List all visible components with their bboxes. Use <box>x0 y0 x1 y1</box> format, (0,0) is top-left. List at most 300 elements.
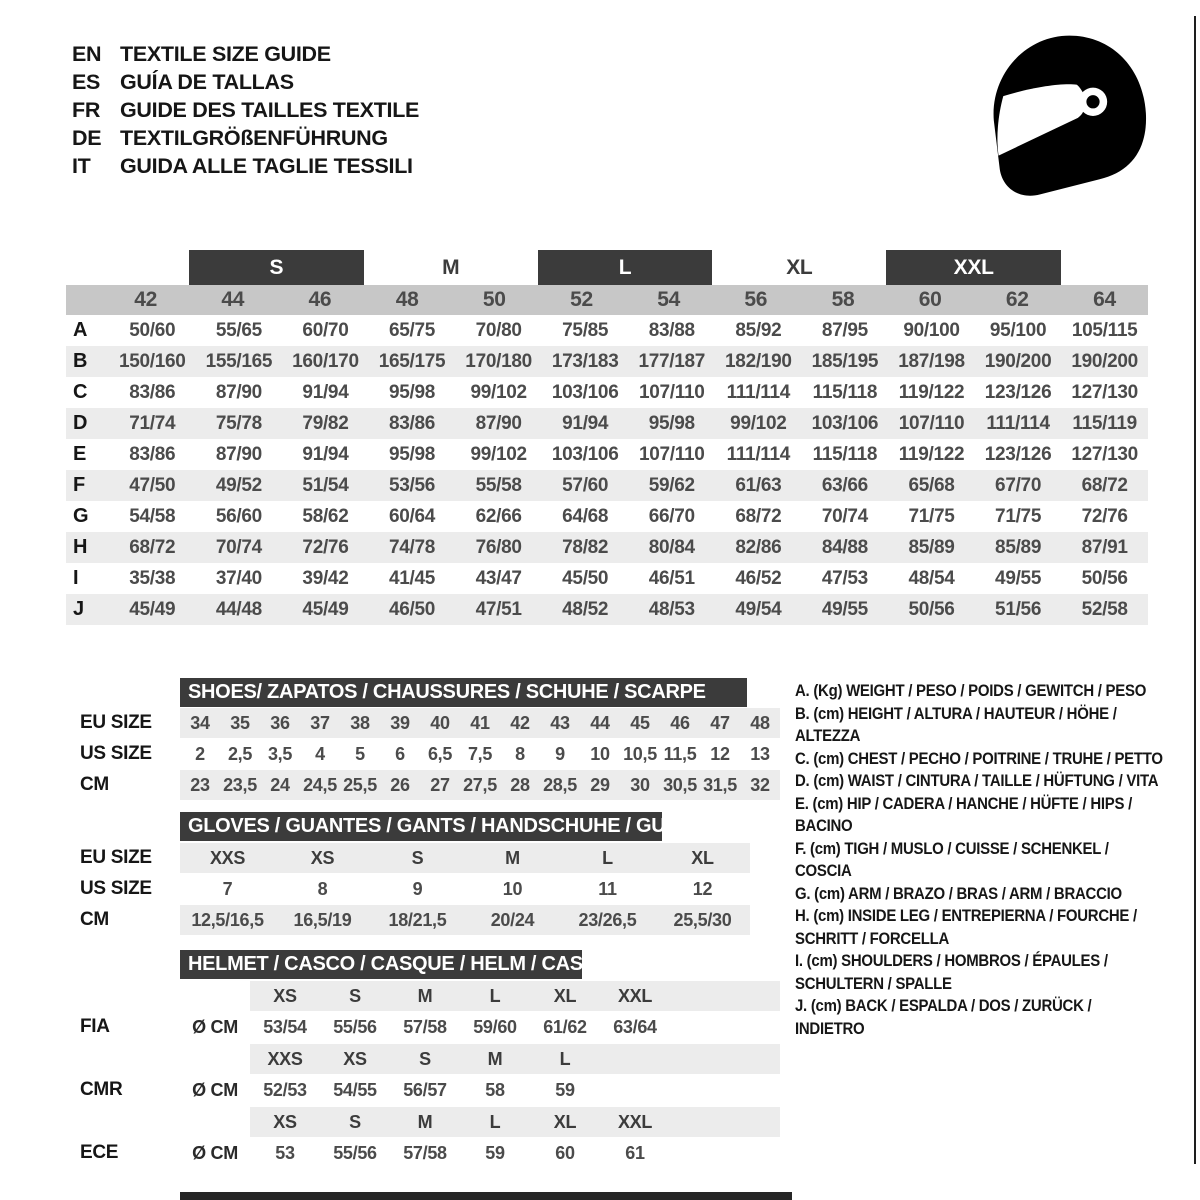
size-value: 50/56 <box>908 598 955 620</box>
table-cell: S <box>349 985 361 1006</box>
helmet-cmr-row <box>180 1075 780 1105</box>
table-cell: 23 <box>190 774 210 795</box>
table-cell: 20/24 <box>490 909 535 930</box>
size-value: 182/190 <box>725 350 792 372</box>
size-value: 58/62 <box>302 505 349 527</box>
language-code: FR <box>72 97 101 122</box>
table-cell: 28,5 <box>543 774 577 795</box>
size-value: 60/64 <box>389 505 436 527</box>
size-value: 57/60 <box>562 474 609 496</box>
size-value: 68/72 <box>735 505 782 527</box>
size-row-c <box>66 377 1148 408</box>
size-value: 76/80 <box>475 536 522 558</box>
table-cell: 2 <box>195 743 205 764</box>
size-value: 111/114 <box>726 381 791 403</box>
group-gap <box>102 250 189 285</box>
size-value: 160/170 <box>292 350 359 372</box>
row-letter: F <box>73 474 85 496</box>
size-row-f <box>66 470 1148 501</box>
table-cell: 2,5 <box>227 743 253 764</box>
table-cell: XS <box>343 1048 367 1069</box>
table-cell: L <box>559 1048 571 1069</box>
row-letter: E <box>73 443 87 465</box>
size-row-i <box>66 563 1148 594</box>
size-value: 150/160 <box>118 350 186 372</box>
legend-item: F. (cm) TIGH / MUSLO / CUISSE / SCHENKEL / COSCIA <box>795 838 1109 880</box>
size-value: 115/119 <box>1072 412 1137 434</box>
size-value: 103/106 <box>811 412 879 434</box>
table-cell: 5 <box>355 743 365 764</box>
size-value: 45/49 <box>129 598 176 620</box>
table-cell: 9 <box>555 743 565 764</box>
bottom-crop-bar <box>180 1192 792 1200</box>
size-value: 99/102 <box>730 412 787 434</box>
shoes-cm-label: CM <box>80 774 109 795</box>
table-cell: 59/60 <box>473 1016 517 1037</box>
size-value: 107/110 <box>898 412 965 434</box>
table-cell: 48 <box>750 712 770 733</box>
language-row-fr <box>72 96 419 124</box>
table-cell: 23/26,5 <box>578 909 637 930</box>
language-code: IT <box>72 153 91 178</box>
gloves-cm-label: CM <box>80 909 109 930</box>
size-value: 84/88 <box>821 536 868 558</box>
language-row-en <box>72 40 419 68</box>
size-value: 48/54 <box>908 567 955 589</box>
size-value: 155/165 <box>205 350 273 372</box>
size-number: 56 <box>744 288 768 311</box>
size-value: 82/86 <box>735 536 782 558</box>
table-cell: 31,5 <box>703 774 737 795</box>
size-value: 75/78 <box>215 412 262 434</box>
size-value: 67/70 <box>995 474 1042 496</box>
table-cell: S <box>411 847 424 868</box>
table-cell: S <box>419 1048 431 1069</box>
size-number: 62 <box>1005 288 1029 311</box>
size-value: 59/62 <box>648 474 695 496</box>
legend-item: G. (cm) ARM / BRAZO / BRAS / ARM / BRACCIO <box>795 883 1122 903</box>
table-cell: 7 <box>222 878 233 899</box>
size-value: 99/102 <box>470 381 527 403</box>
table-cell: 47 <box>710 712 730 733</box>
table-cell: 60 <box>555 1142 575 1163</box>
racing-helmet-icon <box>975 30 1160 200</box>
gloves-cm-row <box>180 905 750 935</box>
table-cell: 18/21,5 <box>388 909 447 930</box>
table-cell: 29 <box>590 774 610 795</box>
helmet-fia-label: FIA <box>80 1016 110 1037</box>
size-value: 173/183 <box>551 350 619 372</box>
table-cell: XS <box>310 847 335 868</box>
size-value: 56/60 <box>215 505 262 527</box>
table-cell: M <box>417 1111 433 1132</box>
table-cell: S <box>349 1111 361 1132</box>
size-value: 53/56 <box>389 474 436 496</box>
size-value: 48/52 <box>562 598 609 620</box>
gloves-us-row <box>180 874 750 904</box>
helmet-glyph <box>975 30 1160 200</box>
table-cell: 6,5 <box>427 743 453 764</box>
table-cell: 25,5 <box>343 774 377 795</box>
table-cell: 59 <box>555 1079 575 1100</box>
size-value: 51/54 <box>302 474 349 496</box>
size-value: 64/68 <box>562 505 609 527</box>
table-cell: 11,5 <box>663 743 697 764</box>
size-value: 87/91 <box>1081 536 1128 558</box>
table-cell: 30,5 <box>663 774 697 795</box>
language-row-de <box>72 124 419 152</box>
table-cell: 8 <box>515 743 525 764</box>
size-value: 50/60 <box>129 319 176 341</box>
shoes-title-bar: SHOES/ ZAPATOS / CHAUSSURES / SCHUHE / SCARPE <box>180 678 747 707</box>
size-value: 63/66 <box>821 474 868 496</box>
table-cell: 57/58 <box>403 1142 447 1163</box>
size-value: 75/85 <box>562 319 609 341</box>
legend-item: C. (cm) CHEST / PECHO / POITRINE / TRUHE / PETTO <box>795 748 1163 768</box>
table-cell: 58 <box>485 1079 505 1100</box>
table-cell: XXS <box>267 1048 303 1069</box>
table-cell: 26 <box>390 774 410 795</box>
fia-diameter-unit: Ø CM <box>192 1016 238 1037</box>
size-value: 177/187 <box>638 350 706 372</box>
size-value: 55/65 <box>215 319 262 341</box>
table-cell: 10 <box>590 743 610 764</box>
size-value: 45/49 <box>302 598 349 620</box>
size-value: 103/106 <box>551 381 619 403</box>
gloves-eu-row <box>180 843 750 873</box>
table-cell: XS <box>273 985 297 1006</box>
language-list <box>72 40 419 180</box>
size-value: 127/130 <box>1071 443 1138 465</box>
table-cell: 55/56 <box>333 1016 377 1037</box>
language-label: GUIDE DES TAILLES TEXTILE <box>120 97 420 122</box>
helmet-ece-label: ECE <box>80 1142 119 1163</box>
size-value: 165/175 <box>378 350 446 372</box>
table-cell: 38 <box>350 712 370 733</box>
table-cell: 27,5 <box>463 774 497 795</box>
table-cell: 40 <box>430 712 450 733</box>
legend-item: J. (cm) BACK / ESPALDA / DOS / ZURÜCK / INDIETRO <box>795 996 1092 1038</box>
table-cell: XL <box>553 985 577 1006</box>
table-cell: 12 <box>710 743 730 764</box>
size-row-e <box>66 439 1148 470</box>
legend-item: H. (cm) INSIDE LEG / ENTREPIERNA / FOURCHE / SCHRITT / FORCELLA <box>795 906 1137 948</box>
size-value: 37/40 <box>215 567 262 589</box>
table-cell: 56/57 <box>403 1079 447 1100</box>
size-value: 66/70 <box>648 505 695 527</box>
table-cell: XXS <box>209 847 246 868</box>
legend-item: I. (cm) SHOULDERS / HOMBROS / ÉPAULES / SCHULTERN / SPALLE <box>795 951 1108 993</box>
size-value: 46/51 <box>648 567 695 589</box>
size-value: 52/58 <box>1081 598 1128 620</box>
size-number: 52 <box>570 288 593 311</box>
language-code: EN <box>72 41 102 66</box>
size-value: 70/74 <box>821 505 868 527</box>
size-group-row <box>66 250 1148 285</box>
size-value: 83/86 <box>129 443 176 465</box>
helmet-cmr-sizes-row <box>250 1044 780 1074</box>
size-value: 61/63 <box>735 474 782 496</box>
size-value: 85/89 <box>995 536 1042 558</box>
size-value: 49/52 <box>215 474 262 496</box>
size-value: 49/54 <box>735 598 782 620</box>
size-value: 190/200 <box>984 350 1052 372</box>
size-group-m: M <box>442 255 460 279</box>
size-value: 65/75 <box>389 319 436 341</box>
size-value: 119/122 <box>898 443 965 465</box>
table-cell: 16,5/19 <box>293 909 352 930</box>
language-label: TEXTILE SIZE GUIDE <box>120 41 331 66</box>
size-number: 58 <box>831 288 855 311</box>
size-value: 170/180 <box>465 350 532 372</box>
size-value: 44/48 <box>215 598 262 620</box>
size-group-s: S <box>189 250 363 285</box>
size-value: 87/90 <box>215 381 262 403</box>
table-cell: 54/55 <box>333 1079 377 1100</box>
table-cell: 46 <box>670 712 690 733</box>
size-value: 187/198 <box>898 350 965 372</box>
table-cell: 36 <box>270 712 290 733</box>
row-letter: C <box>73 381 88 403</box>
size-value: 41/45 <box>389 567 436 589</box>
size-row-g <box>66 501 1148 532</box>
size-value: 74/78 <box>389 536 436 558</box>
helmet-title-bar: HELMET / CASCO / CASQUE / HELM / CASCO <box>180 950 582 979</box>
size-value: 99/102 <box>470 443 527 465</box>
size-value: 107/110 <box>638 443 705 465</box>
table-cell: 53/54 <box>263 1016 307 1037</box>
size-number: 44 <box>221 288 245 311</box>
shoes-eu-label: EU SIZE <box>80 712 152 733</box>
language-label: GUÍA DE TALLAS <box>120 69 294 94</box>
size-value: 71/75 <box>995 505 1042 527</box>
size-value: 50/56 <box>1081 567 1128 589</box>
cmr-diameter-unit: Ø CM <box>192 1079 238 1100</box>
table-cell: 61/62 <box>543 1016 587 1037</box>
size-value: 72/76 <box>302 536 349 558</box>
table-cell: 25,5/30 <box>673 909 732 930</box>
size-value: 43/47 <box>475 567 522 589</box>
helmet-ece-sizes-row <box>250 1107 780 1137</box>
measurement-legend <box>795 680 1165 1040</box>
textile-size-table <box>66 250 1148 625</box>
size-value: 70/80 <box>475 319 522 341</box>
shoes-cm-row <box>180 770 780 800</box>
size-group-xl: XL <box>786 255 813 279</box>
size-value: 54/58 <box>129 505 176 527</box>
letter-spacer <box>66 250 102 285</box>
size-value: 95/98 <box>389 381 436 403</box>
size-value: 48/53 <box>648 598 695 620</box>
size-value: 87/90 <box>475 412 522 434</box>
gloves-eu-label: EU SIZE <box>80 847 152 868</box>
row-letter: G <box>73 505 89 527</box>
table-cell: M <box>417 985 433 1006</box>
row-letter: D <box>73 412 88 434</box>
size-value: 107/110 <box>638 381 705 403</box>
shoes-eu-row <box>180 708 780 738</box>
row-letter: I <box>73 567 79 589</box>
size-value: 91/94 <box>302 381 349 403</box>
table-cell: 39 <box>390 712 410 733</box>
size-value: 87/95 <box>821 319 868 341</box>
size-value: 51/56 <box>995 598 1042 620</box>
language-code: ES <box>72 69 101 94</box>
table-cell: 37 <box>310 712 330 733</box>
table-cell: M <box>505 847 520 868</box>
table-cell: 30 <box>630 774 650 795</box>
size-value: 85/89 <box>908 536 955 558</box>
size-value: 71/75 <box>908 505 955 527</box>
table-cell: 8 <box>317 878 328 899</box>
table-cell: 57/58 <box>403 1016 447 1037</box>
language-row-it <box>72 152 419 180</box>
table-cell: 28 <box>510 774 530 795</box>
size-value: 80/84 <box>648 536 695 558</box>
size-value: 72/76 <box>1081 505 1128 527</box>
size-value: 87/90 <box>215 443 262 465</box>
size-value: 68/72 <box>129 536 176 558</box>
helmet-cmr-label: CMR <box>80 1079 123 1100</box>
size-value: 95/100 <box>989 319 1047 341</box>
table-cell: 24 <box>270 774 290 795</box>
size-value: 190/200 <box>1071 350 1138 372</box>
table-cell: XL <box>691 847 714 868</box>
size-number: 46 <box>308 288 332 311</box>
size-value: 62/66 <box>475 505 522 527</box>
size-value: 55/58 <box>475 474 522 496</box>
size-value: 79/82 <box>302 412 349 434</box>
size-number: 50 <box>482 288 506 311</box>
size-number: 60 <box>918 288 942 311</box>
row-letter: H <box>73 536 88 558</box>
row-letter: A <box>73 319 88 341</box>
size-value: 90/100 <box>903 319 960 341</box>
size-value: 46/52 <box>735 567 782 589</box>
size-value: 68/72 <box>1081 474 1128 496</box>
table-cell: 32 <box>750 774 770 795</box>
language-label: GUIDA ALLE TAGLIE TESSILI <box>120 153 413 178</box>
table-cell: 27 <box>430 774 450 795</box>
size-value: 83/88 <box>648 319 695 341</box>
table-cell: 61 <box>625 1142 645 1163</box>
size-number: 54 <box>657 288 680 311</box>
size-value: 103/106 <box>551 443 619 465</box>
row-letter: J <box>73 598 84 620</box>
size-number: 48 <box>395 288 419 311</box>
legend-item: D. (cm) WAIST / CINTURA / TAILLE / HÜFTUNG / VITA <box>795 771 1159 790</box>
size-row-a <box>66 315 1148 346</box>
table-cell: 4 <box>315 743 325 764</box>
size-value: 185/195 <box>811 350 879 372</box>
language-label: TEXTILGRÖßENFÜHRUNG <box>120 125 388 150</box>
helmet-fia-sizes-row <box>250 981 780 1011</box>
table-cell: 13 <box>750 743 770 764</box>
size-row-b <box>66 346 1148 377</box>
size-value: 49/55 <box>995 567 1042 589</box>
size-number: 64 <box>1093 288 1116 311</box>
table-cell: L <box>489 985 501 1006</box>
size-value: 127/130 <box>1071 381 1138 403</box>
table-cell: 45 <box>630 712 650 733</box>
legend-item: B. (cm) HEIGHT / ALTURA / HAUTEUR / HÖHE / ALTEZZA <box>795 703 1117 745</box>
table-cell: 35 <box>230 712 250 733</box>
size-value: 35/38 <box>129 567 176 589</box>
table-cell: L <box>602 847 613 868</box>
table-cell: L <box>489 1111 501 1132</box>
size-value: 105/115 <box>1071 319 1138 341</box>
size-value: 83/86 <box>389 412 436 434</box>
size-value: 60/70 <box>302 319 349 341</box>
size-row-h <box>66 532 1148 563</box>
table-cell: 41 <box>470 712 490 733</box>
size-number: 42 <box>134 288 157 311</box>
table-cell: 7,5 <box>467 743 493 764</box>
table-cell: 44 <box>590 712 610 733</box>
shoes-us-row <box>180 739 780 769</box>
size-value: 85/92 <box>735 319 782 341</box>
table-cell: 42 <box>510 712 530 733</box>
size-value: 70/74 <box>215 536 262 558</box>
size-value: 115/118 <box>812 381 878 403</box>
group-gap <box>1061 250 1148 285</box>
size-value: 115/118 <box>812 443 878 465</box>
language-code: DE <box>72 125 102 150</box>
table-cell: 10 <box>502 878 523 899</box>
size-value: 119/122 <box>898 381 965 403</box>
size-value: 47/51 <box>475 598 522 620</box>
gloves-title-bar: GLOVES / GUANTES / GANTS / HANDSCHUHE / GUANTI <box>180 812 662 841</box>
size-value: 65/68 <box>908 474 955 496</box>
size-value: 47/53 <box>821 567 868 589</box>
table-cell: 24,5 <box>303 774 337 795</box>
size-value: 95/98 <box>648 412 695 434</box>
table-cell: 52/53 <box>263 1079 307 1100</box>
helmet-ece-row <box>180 1138 780 1168</box>
language-row-es <box>72 68 419 96</box>
size-value: 91/94 <box>302 443 349 465</box>
table-cell: XS <box>273 1111 297 1132</box>
size-value: 111/114 <box>726 443 791 465</box>
helmet-fia-row <box>180 1012 780 1042</box>
legend-item: A. (Kg) WEIGHT / PESO / POIDS / GEWITCH / PESO <box>795 681 1147 700</box>
table-cell: 12,5/16,5 <box>191 909 264 930</box>
size-number-bar <box>66 285 1148 315</box>
table-cell: 6 <box>395 743 405 764</box>
table-cell: 23,5 <box>223 774 257 795</box>
table-cell: 55/56 <box>333 1142 377 1163</box>
table-cell: 34 <box>190 712 210 733</box>
size-group-xxl: XXL <box>886 250 1060 285</box>
gloves-us-label: US SIZE <box>80 878 152 899</box>
size-value: 46/50 <box>389 598 436 620</box>
table-cell: 3,5 <box>267 743 293 764</box>
right-edge-line <box>1194 16 1196 1164</box>
size-value: 49/55 <box>821 598 868 620</box>
size-value: 95/98 <box>389 443 436 465</box>
size-group-l: L <box>538 250 712 285</box>
legend-item: E. (cm) HIP / CADERA / HANCHE / HÜFTE / HIPS / BACINO <box>795 793 1132 835</box>
table-cell: 43 <box>550 712 570 733</box>
size-value: 123/126 <box>984 443 1052 465</box>
size-table-rows <box>66 315 1148 625</box>
size-value: 91/94 <box>562 412 609 434</box>
size-value: 71/74 <box>129 412 176 434</box>
table-cell: XL <box>553 1111 577 1132</box>
size-value: 47/50 <box>129 474 176 496</box>
shoes-us-label: US SIZE <box>80 743 152 764</box>
table-cell: 12 <box>692 878 713 899</box>
